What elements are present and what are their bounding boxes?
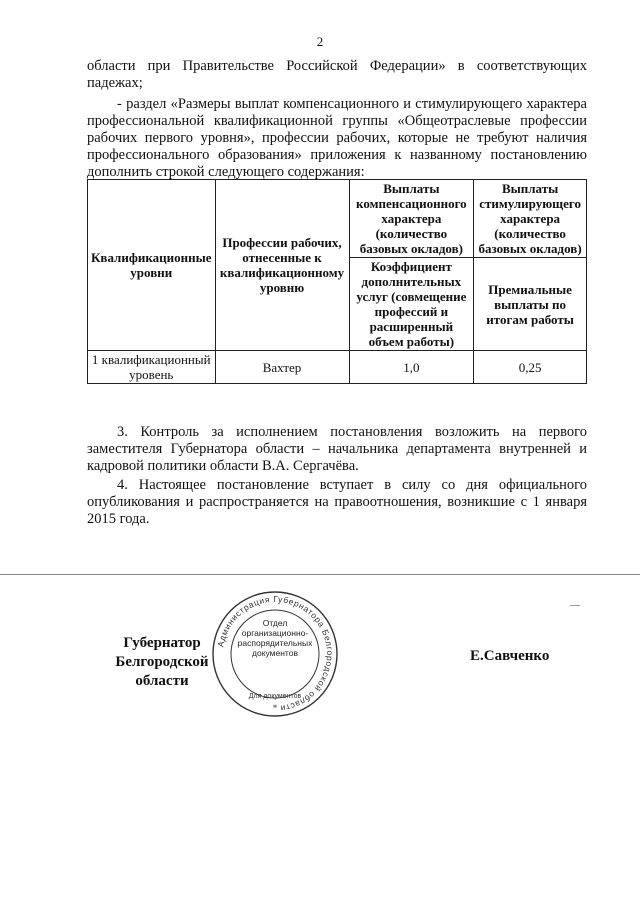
cell-bonus: 0,25 [474, 351, 587, 384]
cell-profession: Вахтер [215, 351, 349, 384]
table-row [88, 351, 587, 384]
divider-line [0, 574, 640, 575]
header-professions: Профессии рабочих, отнесенные к квалификационному уровню [215, 180, 349, 351]
signer-name: Е.Савченко [470, 648, 550, 664]
paragraph-lead: области при Правительстве Российской Федерации» в соответствующих падежах; [87, 58, 587, 91]
header-bonus-payments: Премиальные выплаты по итогам работы [474, 258, 587, 351]
stamp-inner-text [233, 618, 317, 658]
header-compensation-payments: Выплаты компенсационного характера (количество базовых окладов) [349, 180, 474, 258]
cell-coefficient: 1,0 [349, 351, 474, 384]
official-stamp [205, 590, 345, 718]
stamp-line: документов [252, 648, 298, 658]
header-qualification-levels: Квалификационные уровни [88, 180, 216, 351]
table-header-row [88, 180, 587, 258]
cell-qualification-level: 1 квалификационный уровень [88, 351, 216, 384]
paragraph-effective-date: 4. Настоящее постановление вступает в силу со дня официального опубликования и распространяется на правоотношения, возникшие с 1 января 2015 года. [87, 477, 587, 527]
stamp-star-icon: * [272, 703, 278, 713]
paragraph-control: 3. Контроль за исполнением постановления возложить на первого заместителя Губернатора области – начальника департамента внутренней и кадровой политики области В.А. Сергачёва. [87, 424, 587, 474]
paragraph-section-addition: - раздел «Размеры выплат компенсационного и стимулирующего характера профессиональной квалификационной группы «Общеотраслевые профессии рабочих первого уровня», профессии рабочих, которые не требуют наличия профессионального образования» приложения к названному постановлению дополнить строкой следующего содержания: [87, 96, 587, 180]
signer-title: Губернатор [123, 635, 201, 651]
margin-mark [570, 605, 580, 606]
stamp-line: Отдел [262, 618, 288, 628]
stamp-outer-text: Администрация Губернатора Белгородской области [215, 593, 336, 714]
header-incentive-payments: Выплаты стимулирующего характера (количество базовых окладов) [474, 180, 587, 258]
stamp-bottom-text: Для документов [248, 693, 302, 700]
payments-table [87, 179, 587, 384]
page-number: 2 [316, 34, 324, 49]
header-additional-services-coefficient: Коэффициент дополнительных услуг (совмещение профессий и расширенный объем работы) [349, 258, 474, 351]
stamp-line: распорядительных [237, 638, 313, 648]
stamp-line: организационно- [241, 628, 309, 638]
signer-region: Белгородской области [115, 654, 209, 689]
